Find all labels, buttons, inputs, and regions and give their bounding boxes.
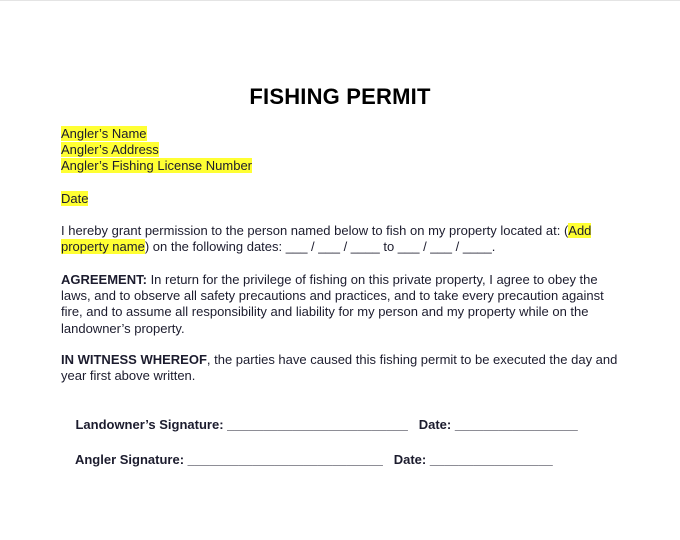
property-name-field[interactable]: Add property name [61, 223, 592, 255]
witness-label: IN WITNESS WHEREOF [61, 352, 207, 367]
landowner-signature-line[interactable]: Landowner’s Signature: _________________________ [75, 417, 408, 432]
witness-text: , the parties have caused this fishing permit to be executed the day and year first above written. [61, 352, 618, 384]
angler-info-fields [61, 126, 621, 175]
angler-signature-row [61, 437, 553, 482]
permission-text-before: I hereby grant permission to the person named below to fish on my property located at: ( [61, 223, 569, 238]
page-top-border [0, 0, 680, 1]
angler-date-line[interactable]: Date: _________________ [393, 452, 553, 467]
document-title: FISHING PERMIT [249, 84, 431, 109]
date-field[interactable]: Date [61, 191, 89, 206]
angler-address-field[interactable]: Angler’s Address [61, 142, 159, 158]
permission-paragraph [61, 223, 621, 255]
agreement-label: AGREEMENT: [61, 272, 147, 287]
angler-name-field[interactable]: Angler’s Name [61, 126, 147, 141]
agreement-text: In return for the privilege of fishing on this private property, I agree to obey the laws, and to observe all safety precautions and practices, and to take every precaution against fire, and to assume all responsibility and liability for my person and my property while on the landowner’s property. [61, 272, 604, 336]
angler-signature-line[interactable]: Angler Signature: ___________________________ [74, 452, 383, 467]
angler-license-field[interactable]: Angler’s Fishing License Number [61, 158, 253, 174]
permission-text-after: ) on the following dates: ___ / ___ / ____ to ___ / ___ / ____. [144, 239, 496, 255]
date-row [61, 191, 621, 207]
landowner-date-line[interactable]: Date: _________________ [418, 417, 578, 432]
agreement-paragraph [61, 272, 621, 337]
witness-paragraph [61, 352, 621, 384]
